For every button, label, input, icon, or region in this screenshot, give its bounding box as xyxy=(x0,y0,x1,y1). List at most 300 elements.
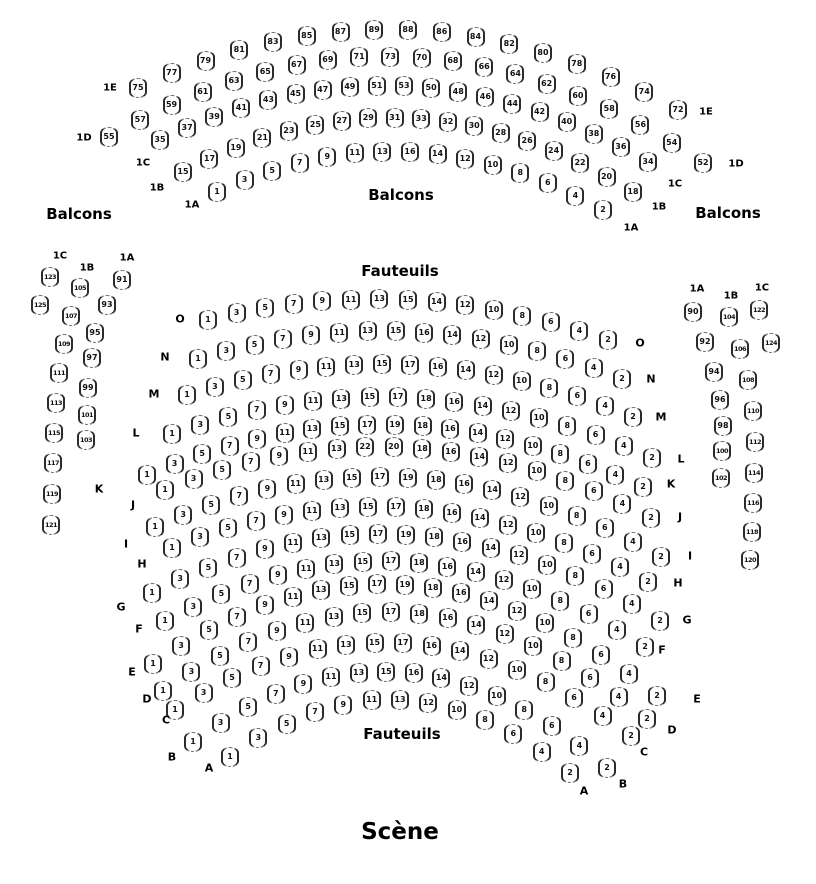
seat-orchestra-C-7[interactable]: 7 xyxy=(252,656,270,676)
seat-balcony-1C-43[interactable]: 43 xyxy=(259,90,277,110)
seat-balcony-1B-22[interactable]: 22 xyxy=(571,153,589,173)
seat-orchestra-F-8[interactable]: 8 xyxy=(551,591,569,611)
seat-orchestra-H-12[interactable]: 12 xyxy=(499,515,517,535)
seat-orchestra-E-7[interactable]: 7 xyxy=(228,607,246,627)
seat-orchestra-E-2[interactable]: 2 xyxy=(648,686,666,706)
seat-box-right-1C-124[interactable]: 124 xyxy=(762,333,780,353)
seat-box-right-1B-106[interactable]: 106 xyxy=(731,339,749,359)
seat-balcony-1E-87[interactable]: 87 xyxy=(332,22,350,42)
seat-orchestra-K-9[interactable]: 9 xyxy=(248,429,266,449)
seat-orchestra-M-11[interactable]: 11 xyxy=(317,357,335,377)
seat-orchestra-J-1[interactable]: 1 xyxy=(156,480,174,500)
seat-balcony-1B-32[interactable]: 32 xyxy=(439,112,457,132)
seat-orchestra-H-14[interactable]: 14 xyxy=(471,508,489,528)
seat-orchestra-D-13[interactable]: 13 xyxy=(325,607,343,627)
seat-orchestra-G-19[interactable]: 19 xyxy=(397,525,415,545)
seat-orchestra-G-14[interactable]: 14 xyxy=(482,538,500,558)
seat-orchestra-A-10[interactable]: 10 xyxy=(448,700,466,720)
seat-orchestra-J-10[interactable]: 10 xyxy=(528,461,546,481)
seat-balcony-1C-35[interactable]: 35 xyxy=(151,130,169,150)
seat-balcony-1A-9[interactable]: 9 xyxy=(318,147,336,167)
seat-box-left-1C-125[interactable]: 125 xyxy=(31,295,49,315)
seat-balcony-1A-13[interactable]: 13 xyxy=(373,142,391,162)
seat-balcony-1C-45[interactable]: 45 xyxy=(287,84,305,104)
seat-orchestra-I-3[interactable]: 3 xyxy=(174,505,192,525)
seat-orchestra-C-2[interactable]: 2 xyxy=(622,726,640,746)
seat-orchestra-N-8[interactable]: 8 xyxy=(528,341,546,361)
seat-orchestra-G-3[interactable]: 3 xyxy=(171,569,189,589)
seat-orchestra-M-16[interactable]: 16 xyxy=(429,357,447,377)
seat-orchestra-C-17[interactable]: 17 xyxy=(394,633,412,653)
seat-box-right-1B-118[interactable]: 118 xyxy=(743,522,761,542)
seat-orchestra-K-5[interactable]: 5 xyxy=(193,444,211,464)
seat-orchestra-F-5[interactable]: 5 xyxy=(212,584,230,604)
seat-orchestra-O-13[interactable]: 13 xyxy=(370,289,388,309)
seat-orchestra-K-18[interactable]: 18 xyxy=(414,416,432,436)
seat-orchestra-I-15[interactable]: 15 xyxy=(343,468,361,488)
seat-orchestra-C-11[interactable]: 11 xyxy=(309,639,327,659)
seat-balcony-1C-46[interactable]: 46 xyxy=(476,87,494,107)
seat-orchestra-G-2[interactable]: 2 xyxy=(651,611,669,631)
seat-orchestra-M-7[interactable]: 7 xyxy=(262,364,280,384)
seat-orchestra-F-18[interactable]: 18 xyxy=(410,553,428,573)
seat-orchestra-N-1[interactable]: 1 xyxy=(189,349,207,369)
seat-orchestra-E-1[interactable]: 1 xyxy=(144,654,162,674)
seat-orchestra-F-11[interactable]: 11 xyxy=(297,559,315,579)
seat-orchestra-F-13[interactable]: 13 xyxy=(325,554,343,574)
seat-box-left-1A-91[interactable]: 91 xyxy=(113,270,131,290)
seat-balcony-1D-67[interactable]: 67 xyxy=(288,55,306,75)
seat-orchestra-M-3[interactable]: 3 xyxy=(206,377,224,397)
seat-orchestra-L-4[interactable]: 4 xyxy=(615,436,633,456)
seat-balcony-1A-1[interactable]: 1 xyxy=(208,182,226,202)
seat-orchestra-J-18[interactable]: 18 xyxy=(413,439,431,459)
seat-orchestra-N-6[interactable]: 6 xyxy=(556,349,574,369)
seat-orchestra-E-8[interactable]: 8 xyxy=(564,628,582,648)
seat-orchestra-N-15[interactable]: 15 xyxy=(387,321,405,341)
seat-balcony-1C-34[interactable]: 34 xyxy=(639,152,657,172)
seat-orchestra-H-10[interactable]: 10 xyxy=(527,523,545,543)
seat-orchestra-B-3[interactable]: 3 xyxy=(212,713,230,733)
seat-box-right-1A-92[interactable]: 92 xyxy=(696,332,714,352)
seat-orchestra-L-2[interactable]: 2 xyxy=(643,448,661,468)
seat-orchestra-F-2[interactable]: 2 xyxy=(636,637,654,657)
seat-orchestra-B-16[interactable]: 16 xyxy=(405,663,423,683)
seat-orchestra-I-5[interactable]: 5 xyxy=(202,495,220,515)
seat-orchestra-L-14[interactable]: 14 xyxy=(474,396,492,416)
seat-balcony-1C-47[interactable]: 47 xyxy=(314,80,332,100)
seat-balcony-1D-70[interactable]: 70 xyxy=(413,48,431,68)
seat-balcony-1E-85[interactable]: 85 xyxy=(298,26,316,46)
seat-orchestra-G-7[interactable]: 7 xyxy=(228,548,246,568)
seat-balcony-1A-10[interactable]: 10 xyxy=(484,155,502,175)
seat-orchestra-I-1[interactable]: 1 xyxy=(146,517,164,537)
seat-orchestra-D-11[interactable]: 11 xyxy=(296,613,314,633)
seat-orchestra-E-9[interactable]: 9 xyxy=(256,595,274,615)
seat-orchestra-G-6[interactable]: 6 xyxy=(595,579,613,599)
seat-orchestra-A-8[interactable]: 8 xyxy=(476,710,494,730)
seat-orchestra-I-2[interactable]: 2 xyxy=(652,547,670,567)
seat-orchestra-F-14[interactable]: 14 xyxy=(467,562,485,582)
seat-orchestra-H-9[interactable]: 9 xyxy=(275,505,293,525)
seat-balcony-1B-33[interactable]: 33 xyxy=(412,109,430,129)
seat-balcony-1E-79[interactable]: 79 xyxy=(197,51,215,71)
seat-box-right-1A-98[interactable]: 98 xyxy=(714,416,732,436)
seat-balcony-1B-20[interactable]: 20 xyxy=(598,167,616,187)
seat-orchestra-E-16[interactable]: 16 xyxy=(452,583,470,603)
seat-balcony-1E-89[interactable]: 89 xyxy=(365,20,383,40)
seat-orchestra-K-16[interactable]: 16 xyxy=(441,419,459,439)
seat-orchestra-B-15[interactable]: 15 xyxy=(377,662,395,682)
seat-orchestra-G-9[interactable]: 9 xyxy=(256,539,274,559)
seat-balcony-1D-52[interactable]: 52 xyxy=(694,153,712,173)
seat-balcony-1C-48[interactable]: 48 xyxy=(449,82,467,102)
seat-balcony-1A-6[interactable]: 6 xyxy=(539,173,557,193)
seat-orchestra-O-10[interactable]: 10 xyxy=(485,300,503,320)
seat-orchestra-E-15[interactable]: 15 xyxy=(340,576,358,596)
seat-orchestra-E-14[interactable]: 14 xyxy=(480,591,498,611)
seat-orchestra-I-4[interactable]: 4 xyxy=(624,532,642,552)
seat-orchestra-G-12[interactable]: 12 xyxy=(510,545,528,565)
seat-balcony-1C-50[interactable]: 50 xyxy=(422,78,440,98)
seat-balcony-1C-42[interactable]: 42 xyxy=(531,102,549,122)
seat-box-left-1A-95[interactable]: 95 xyxy=(86,323,104,343)
seat-orchestra-B-4[interactable]: 4 xyxy=(570,736,588,756)
seat-orchestra-A-7[interactable]: 7 xyxy=(306,702,324,722)
seat-orchestra-N-14[interactable]: 14 xyxy=(443,325,461,345)
seat-orchestra-K-17[interactable]: 17 xyxy=(358,415,376,435)
seat-orchestra-I-16[interactable]: 16 xyxy=(455,474,473,494)
seat-orchestra-N-11[interactable]: 11 xyxy=(330,323,348,343)
seat-orchestra-D-2[interactable]: 2 xyxy=(638,709,656,729)
seat-balcony-1A-11[interactable]: 11 xyxy=(346,143,364,163)
seat-orchestra-B-6[interactable]: 6 xyxy=(543,716,561,736)
seat-orchestra-C-8[interactable]: 8 xyxy=(537,672,555,692)
seat-orchestra-D-9[interactable]: 9 xyxy=(268,621,286,641)
seat-balcony-1A-12[interactable]: 12 xyxy=(456,149,474,169)
seat-orchestra-H-4[interactable]: 4 xyxy=(611,557,629,577)
seat-balcony-1A-14[interactable]: 14 xyxy=(429,144,447,164)
seat-orchestra-K-1[interactable]: 1 xyxy=(138,465,156,485)
seat-orchestra-K-6[interactable]: 6 xyxy=(579,454,597,474)
seat-orchestra-D-17[interactable]: 17 xyxy=(382,602,400,622)
seat-orchestra-J-13[interactable]: 13 xyxy=(328,439,346,459)
seat-balcony-1B-27[interactable]: 27 xyxy=(333,111,351,131)
seat-balcony-1C-39[interactable]: 39 xyxy=(205,107,223,127)
seat-box-right-1B-112[interactable]: 112 xyxy=(746,432,764,452)
seat-orchestra-B-11[interactable]: 11 xyxy=(322,667,340,687)
seat-orchestra-E-12[interactable]: 12 xyxy=(508,601,526,621)
seat-orchestra-N-3[interactable]: 3 xyxy=(217,341,235,361)
seat-orchestra-H-18[interactable]: 18 xyxy=(415,499,433,519)
seat-orchestra-F-1[interactable]: 1 xyxy=(156,611,174,631)
seat-orchestra-H-11[interactable]: 11 xyxy=(303,501,321,521)
seat-orchestra-F-4[interactable]: 4 xyxy=(608,620,626,640)
seat-orchestra-C-6[interactable]: 6 xyxy=(565,688,583,708)
seat-balcony-1E-80[interactable]: 80 xyxy=(534,43,552,63)
seat-orchestra-F-16[interactable]: 16 xyxy=(438,557,456,577)
seat-orchestra-J-8[interactable]: 8 xyxy=(556,471,574,491)
seat-balcony-1C-44[interactable]: 44 xyxy=(503,94,521,114)
seat-orchestra-B-5[interactable]: 5 xyxy=(239,697,257,717)
seat-box-left-1A-103[interactable]: 103 xyxy=(77,430,95,450)
seat-balcony-1B-24[interactable]: 24 xyxy=(545,141,563,161)
seat-orchestra-E-19[interactable]: 19 xyxy=(396,575,414,595)
seat-orchestra-F-3[interactable]: 3 xyxy=(184,597,202,617)
seat-orchestra-K-11[interactable]: 11 xyxy=(276,423,294,443)
seat-orchestra-F-7[interactable]: 7 xyxy=(241,574,259,594)
seat-orchestra-C-13[interactable]: 13 xyxy=(337,635,355,655)
seat-orchestra-J-12[interactable]: 12 xyxy=(499,453,517,473)
seat-orchestra-B-12[interactable]: 12 xyxy=(460,676,478,696)
seat-balcony-1D-71[interactable]: 71 xyxy=(350,47,368,67)
seat-orchestra-N-10[interactable]: 10 xyxy=(500,335,518,355)
seat-orchestra-O-8[interactable]: 8 xyxy=(513,306,531,326)
seat-orchestra-M-5[interactable]: 5 xyxy=(234,370,252,390)
seat-balcony-1D-73[interactable]: 73 xyxy=(381,47,399,67)
seat-balcony-1B-28[interactable]: 28 xyxy=(492,123,510,143)
seat-box-left-1B-111[interactable]: 111 xyxy=(50,363,68,383)
seat-orchestra-M-4[interactable]: 4 xyxy=(596,396,614,416)
seat-balcony-1D-57[interactable]: 57 xyxy=(131,110,149,130)
seat-balcony-1D-56[interactable]: 56 xyxy=(631,115,649,135)
seat-box-right-1B-104[interactable]: 104 xyxy=(720,307,738,327)
seat-balcony-1E-72[interactable]: 72 xyxy=(669,100,687,120)
seat-box-right-1B-114[interactable]: 114 xyxy=(745,463,763,483)
seat-balcony-1D-63[interactable]: 63 xyxy=(225,71,243,91)
seat-orchestra-E-6[interactable]: 6 xyxy=(592,645,610,665)
seat-orchestra-D-16[interactable]: 16 xyxy=(439,608,457,628)
seat-orchestra-H-7[interactable]: 7 xyxy=(247,511,265,531)
seat-orchestra-A-5[interactable]: 5 xyxy=(278,714,296,734)
seat-balcony-1D-60[interactable]: 60 xyxy=(569,86,587,106)
seat-balcony-1B-17[interactable]: 17 xyxy=(200,149,218,169)
seat-orchestra-H-13[interactable]: 13 xyxy=(331,498,349,518)
seat-balcony-1D-61[interactable]: 61 xyxy=(194,82,212,102)
seat-orchestra-B-14[interactable]: 14 xyxy=(432,668,450,688)
seat-balcony-1A-4[interactable]: 4 xyxy=(566,186,584,206)
seat-orchestra-D-6[interactable]: 6 xyxy=(581,668,599,688)
seat-balcony-1E-77[interactable]: 77 xyxy=(163,63,181,83)
seat-balcony-1E-86[interactable]: 86 xyxy=(433,22,451,42)
seat-orchestra-I-17[interactable]: 17 xyxy=(371,467,389,487)
seat-balcony-1C-53[interactable]: 53 xyxy=(395,76,413,96)
seat-orchestra-I-11[interactable]: 11 xyxy=(287,474,305,494)
seat-orchestra-G-8[interactable]: 8 xyxy=(566,566,584,586)
seat-orchestra-N-13[interactable]: 13 xyxy=(359,321,377,341)
seat-balcony-1B-21[interactable]: 21 xyxy=(253,128,271,148)
seat-orchestra-O-15[interactable]: 15 xyxy=(399,290,417,310)
seat-orchestra-L-5[interactable]: 5 xyxy=(219,407,237,427)
seat-orchestra-A-4[interactable]: 4 xyxy=(533,742,551,762)
seat-orchestra-N-2[interactable]: 2 xyxy=(613,369,631,389)
seat-orchestra-D-3[interactable]: 3 xyxy=(182,662,200,682)
seat-orchestra-J-6[interactable]: 6 xyxy=(585,481,603,501)
seat-orchestra-J-22[interactable]: 22 xyxy=(356,437,374,457)
seat-orchestra-L-15[interactable]: 15 xyxy=(361,387,379,407)
seat-orchestra-O-9[interactable]: 9 xyxy=(313,291,331,311)
seat-orchestra-K-14[interactable]: 14 xyxy=(469,423,487,443)
seat-box-left-1A-93[interactable]: 93 xyxy=(98,295,116,315)
seat-orchestra-I-9[interactable]: 9 xyxy=(258,479,276,499)
seat-balcony-1B-18[interactable]: 18 xyxy=(624,182,642,202)
seat-balcony-1C-38[interactable]: 38 xyxy=(585,124,603,144)
seat-orchestra-L-18[interactable]: 18 xyxy=(417,389,435,409)
seat-balcony-1D-59[interactable]: 59 xyxy=(163,95,181,115)
seat-orchestra-O-1[interactable]: 1 xyxy=(199,310,217,330)
seat-balcony-1A-8[interactable]: 8 xyxy=(511,163,529,183)
seat-orchestra-A-1[interactable]: 1 xyxy=(221,747,239,767)
seat-balcony-1B-19[interactable]: 19 xyxy=(227,138,245,158)
seat-orchestra-J-11[interactable]: 11 xyxy=(299,442,317,462)
seat-orchestra-N-9[interactable]: 9 xyxy=(302,325,320,345)
seat-balcony-1D-68[interactable]: 68 xyxy=(444,51,462,71)
seat-orchestra-D-7[interactable]: 7 xyxy=(239,632,257,652)
seat-box-left-1B-107[interactable]: 107 xyxy=(62,306,80,326)
seat-orchestra-D-12[interactable]: 12 xyxy=(496,624,514,644)
seat-orchestra-C-1[interactable]: 1 xyxy=(166,700,184,720)
seat-orchestra-D-10[interactable]: 10 xyxy=(524,636,542,656)
seat-orchestra-L-7[interactable]: 7 xyxy=(248,400,266,420)
seat-balcony-1C-36[interactable]: 36 xyxy=(612,137,630,157)
seat-orchestra-H-5[interactable]: 5 xyxy=(219,518,237,538)
seat-orchestra-K-19[interactable]: 19 xyxy=(386,415,404,435)
seat-orchestra-M-17[interactable]: 17 xyxy=(401,355,419,375)
seat-orchestra-C-9[interactable]: 9 xyxy=(280,647,298,667)
seat-orchestra-N-4[interactable]: 4 xyxy=(585,358,603,378)
seat-orchestra-L-12[interactable]: 12 xyxy=(502,401,520,421)
seat-orchestra-K-7[interactable]: 7 xyxy=(221,436,239,456)
seat-orchestra-L-13[interactable]: 13 xyxy=(332,389,350,409)
seat-balcony-1A-2[interactable]: 2 xyxy=(594,200,612,220)
seat-orchestra-J-14[interactable]: 14 xyxy=(470,447,488,467)
seat-orchestra-K-8[interactable]: 8 xyxy=(551,444,569,464)
seat-orchestra-D-15[interactable]: 15 xyxy=(353,603,371,623)
seat-orchestra-O-14[interactable]: 14 xyxy=(428,292,446,312)
seat-orchestra-D-5[interactable]: 5 xyxy=(211,646,229,666)
seat-balcony-1E-82[interactable]: 82 xyxy=(500,34,518,54)
seat-orchestra-E-10[interactable]: 10 xyxy=(536,613,554,633)
seat-orchestra-G-16[interactable]: 16 xyxy=(453,532,471,552)
seat-orchestra-G-5[interactable]: 5 xyxy=(199,558,217,578)
seat-orchestra-D-4[interactable]: 4 xyxy=(610,687,628,707)
seat-orchestra-I-7[interactable]: 7 xyxy=(230,486,248,506)
seat-box-left-1B-117[interactable]: 117 xyxy=(44,453,62,473)
seat-balcony-1A-3[interactable]: 3 xyxy=(236,170,254,190)
seat-orchestra-M-15[interactable]: 15 xyxy=(373,354,391,374)
seat-box-right-1A-100[interactable]: 100 xyxy=(713,441,731,461)
seat-orchestra-B-7[interactable]: 7 xyxy=(267,684,285,704)
seat-orchestra-A-3[interactable]: 3 xyxy=(249,728,267,748)
seat-box-left-1A-97[interactable]: 97 xyxy=(83,348,101,368)
seat-orchestra-F-15[interactable]: 15 xyxy=(354,552,372,572)
seat-orchestra-G-4[interactable]: 4 xyxy=(623,594,641,614)
seat-orchestra-L-3[interactable]: 3 xyxy=(191,415,209,435)
seat-orchestra-J-9[interactable]: 9 xyxy=(270,446,288,466)
seat-box-left-1B-121[interactable]: 121 xyxy=(42,515,60,535)
seat-orchestra-K-10[interactable]: 10 xyxy=(524,436,542,456)
seat-orchestra-M-1[interactable]: 1 xyxy=(178,385,196,405)
seat-orchestra-K-12[interactable]: 12 xyxy=(496,429,514,449)
seat-orchestra-N-5[interactable]: 5 xyxy=(246,335,264,355)
seat-orchestra-O-5[interactable]: 5 xyxy=(256,298,274,318)
seat-orchestra-A-11[interactable]: 11 xyxy=(363,690,381,710)
seat-balcony-1B-30[interactable]: 30 xyxy=(465,116,483,136)
seat-box-right-1C-122[interactable]: 122 xyxy=(750,300,768,320)
seat-orchestra-M-9[interactable]: 9 xyxy=(290,360,308,380)
seat-balcony-1D-64[interactable]: 64 xyxy=(506,64,524,84)
seat-orchestra-I-19[interactable]: 19 xyxy=(399,468,417,488)
seat-orchestra-G-18[interactable]: 18 xyxy=(425,527,443,547)
seat-orchestra-O-2[interactable]: 2 xyxy=(599,330,617,350)
seat-orchestra-G-1[interactable]: 1 xyxy=(143,583,161,603)
seat-orchestra-M-8[interactable]: 8 xyxy=(540,378,558,398)
seat-orchestra-I-14[interactable]: 14 xyxy=(483,480,501,500)
seat-orchestra-F-9[interactable]: 9 xyxy=(269,565,287,585)
seat-orchestra-L-1[interactable]: 1 xyxy=(163,424,181,444)
seat-balcony-1B-29[interactable]: 29 xyxy=(359,108,377,128)
seat-orchestra-B-8[interactable]: 8 xyxy=(515,700,533,720)
seat-orchestra-J-4[interactable]: 4 xyxy=(613,494,631,514)
seat-orchestra-D-1[interactable]: 1 xyxy=(154,681,172,701)
seat-orchestra-E-17[interactable]: 17 xyxy=(368,574,386,594)
seat-orchestra-E-4[interactable]: 4 xyxy=(620,664,638,684)
seat-orchestra-N-7[interactable]: 7 xyxy=(274,329,292,349)
seat-orchestra-L-11[interactable]: 11 xyxy=(304,391,322,411)
seat-orchestra-H-16[interactable]: 16 xyxy=(443,503,461,523)
seat-balcony-1D-54[interactable]: 54 xyxy=(663,133,681,153)
seat-box-right-1B-120[interactable]: 120 xyxy=(741,550,759,570)
seat-orchestra-M-10[interactable]: 10 xyxy=(513,371,531,391)
seat-orchestra-M-12[interactable]: 12 xyxy=(485,365,503,385)
seat-balcony-1A-7[interactable]: 7 xyxy=(291,153,309,173)
seat-orchestra-K-2[interactable]: 2 xyxy=(634,477,652,497)
seat-orchestra-E-13[interactable]: 13 xyxy=(312,580,330,600)
seat-orchestra-M-2[interactable]: 2 xyxy=(624,407,642,427)
seat-box-left-1B-105[interactable]: 105 xyxy=(71,278,89,298)
seat-orchestra-G-10[interactable]: 10 xyxy=(538,555,556,575)
seat-orchestra-J-7[interactable]: 7 xyxy=(242,452,260,472)
seat-orchestra-K-3[interactable]: 3 xyxy=(166,454,184,474)
seat-orchestra-C-4[interactable]: 4 xyxy=(594,706,612,726)
seat-orchestra-L-6[interactable]: 6 xyxy=(587,425,605,445)
seat-balcony-1E-88[interactable]: 88 xyxy=(399,20,417,40)
seat-orchestra-K-4[interactable]: 4 xyxy=(606,465,624,485)
seat-orchestra-G-11[interactable]: 11 xyxy=(284,533,302,553)
seat-orchestra-C-15[interactable]: 15 xyxy=(366,633,384,653)
seat-balcony-1E-84[interactable]: 84 xyxy=(467,27,485,47)
seat-orchestra-J-20[interactable]: 20 xyxy=(385,437,403,457)
seat-orchestra-N-16[interactable]: 16 xyxy=(415,323,433,343)
seat-orchestra-L-16[interactable]: 16 xyxy=(445,392,463,412)
seat-balcony-1E-74[interactable]: 74 xyxy=(635,82,653,102)
seat-orchestra-H-3[interactable]: 3 xyxy=(191,527,209,547)
seat-orchestra-C-10[interactable]: 10 xyxy=(508,660,526,680)
seat-box-left-1B-115[interactable]: 115 xyxy=(45,423,63,443)
seat-orchestra-I-6[interactable]: 6 xyxy=(596,518,614,538)
seat-balcony-1A-16[interactable]: 16 xyxy=(401,142,419,162)
seat-orchestra-I-12[interactable]: 12 xyxy=(511,487,529,507)
seat-box-left-1B-109[interactable]: 109 xyxy=(55,334,73,354)
seat-orchestra-A-13[interactable]: 13 xyxy=(391,690,409,710)
seat-orchestra-H-1[interactable]: 1 xyxy=(163,538,181,558)
seat-orchestra-D-8[interactable]: 8 xyxy=(553,651,571,671)
seat-box-left-1A-101[interactable]: 101 xyxy=(78,405,96,425)
seat-orchestra-C-16[interactable]: 16 xyxy=(423,636,441,656)
seat-orchestra-F-17[interactable]: 17 xyxy=(382,551,400,571)
seat-orchestra-A-6[interactable]: 6 xyxy=(504,724,522,744)
seat-balcony-1B-15[interactable]: 15 xyxy=(174,162,192,182)
